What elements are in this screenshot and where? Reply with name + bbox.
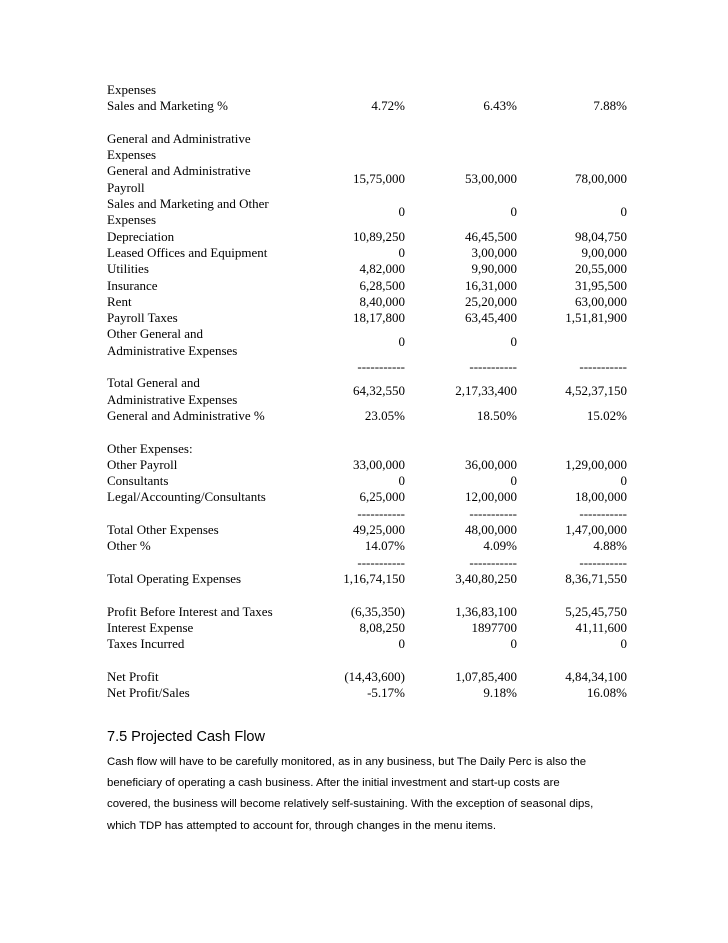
value-cell-year-1: 0 bbox=[398, 473, 405, 489]
row-label: Depreciation bbox=[107, 228, 175, 244]
value-cell-year-3: 4,84,34,100 bbox=[565, 668, 627, 684]
value-cell-year-1: 10,89,250 bbox=[353, 228, 405, 244]
row-label-continued: Payroll bbox=[107, 179, 145, 195]
value-cell-year-2: 0 bbox=[510, 636, 517, 652]
value-cell-year-2: 53,00,000 bbox=[465, 171, 517, 187]
table-row bbox=[107, 98, 627, 114]
row-label: Consultants bbox=[107, 473, 169, 489]
value-cell-year-2: 1,36,83,100 bbox=[455, 603, 517, 619]
row-label: General and Administrative bbox=[107, 130, 251, 146]
value-cell-year-3: 16.08% bbox=[586, 684, 627, 700]
value-cell-year-2: 4.09% bbox=[483, 538, 517, 554]
value-cell-year-3: 1,47,00,000 bbox=[565, 522, 627, 538]
table-row bbox=[107, 522, 627, 538]
value-cell-year-1: 4.72% bbox=[371, 98, 405, 114]
row-spacer bbox=[107, 652, 627, 668]
value-cell-year-3: 1,51,81,900 bbox=[565, 310, 627, 326]
value-cell-year-1: 15,75,000 bbox=[353, 171, 405, 187]
row-label: Legal/Accounting/Consultants bbox=[107, 489, 266, 505]
value-cell-year-1: 6,25,000 bbox=[359, 489, 405, 505]
table-row bbox=[107, 636, 627, 652]
value-cell-year-2: 6.43% bbox=[483, 98, 517, 114]
value-cell-year-3: 0 bbox=[620, 204, 627, 220]
value-cell-year-1: -5.17% bbox=[367, 684, 405, 700]
value-cell-year-1: 0 bbox=[398, 636, 405, 652]
row-spacer bbox=[107, 424, 627, 440]
value-cell-year-1: 33,00,000 bbox=[353, 456, 405, 472]
row-label: Sales and Marketing % bbox=[107, 98, 228, 114]
section-heading: 7.5 Projected Cash Flow bbox=[107, 729, 265, 745]
value-cell-year-3: ----------- bbox=[579, 505, 627, 521]
row-label: Interest Expense bbox=[107, 619, 194, 635]
value-cell-year-1: 49,25,000 bbox=[353, 522, 405, 538]
value-cell-year-1: 18,17,800 bbox=[353, 310, 405, 326]
value-cell-year-3: 5,25,45,750 bbox=[565, 603, 627, 619]
row-label: Insurance bbox=[107, 277, 158, 293]
value-cell-year-2: 1,07,85,400 bbox=[455, 668, 517, 684]
row-label: Other Payroll bbox=[107, 456, 178, 472]
value-cell-year-3: 0 bbox=[620, 473, 627, 489]
value-cell-year-1: ----------- bbox=[357, 505, 405, 521]
value-cell-year-1: 8,08,250 bbox=[359, 619, 405, 635]
row-label: Other % bbox=[107, 538, 151, 554]
table-row bbox=[107, 261, 627, 277]
row-label: Leased Offices and Equipment bbox=[107, 244, 268, 260]
value-cell-year-3: 0 bbox=[620, 636, 627, 652]
value-cell-year-2: ----------- bbox=[469, 359, 517, 375]
value-cell-year-1: 4,82,000 bbox=[359, 261, 405, 277]
table-row bbox=[107, 457, 627, 473]
value-cell-year-2: 36,00,000 bbox=[465, 456, 517, 472]
table-row bbox=[107, 685, 627, 701]
value-cell-year-2: 9.18% bbox=[483, 684, 517, 700]
row-label: General and Administrative % bbox=[107, 407, 265, 423]
value-cell-year-1: (6,35,350) bbox=[350, 603, 405, 619]
table-row bbox=[107, 229, 627, 245]
value-cell-year-3: 4.88% bbox=[593, 538, 627, 554]
value-cell-year-2: 63,45,400 bbox=[465, 310, 517, 326]
value-cell-year-1: 1,16,74,150 bbox=[343, 570, 405, 586]
value-cell-year-2: 2,17,33,400 bbox=[455, 383, 517, 399]
value-cell-year-3: 20,55,000 bbox=[575, 261, 627, 277]
row-label: Taxes Incurred bbox=[107, 636, 185, 652]
table-row bbox=[107, 82, 627, 98]
table-row bbox=[107, 441, 627, 457]
value-cell-year-2: 16,31,000 bbox=[465, 277, 517, 293]
value-cell-year-1: 14.07% bbox=[364, 538, 405, 554]
value-cell-year-2: 3,00,000 bbox=[471, 244, 517, 260]
value-cell-year-2: 9,90,000 bbox=[471, 261, 517, 277]
value-cell-year-1: 64,32,550 bbox=[353, 383, 405, 399]
table-row bbox=[107, 506, 627, 522]
row-label: Rent bbox=[107, 293, 132, 309]
value-cell-year-3: 31,95,500 bbox=[575, 277, 627, 293]
table-row bbox=[107, 326, 627, 359]
value-cell-year-1: 23.05% bbox=[364, 407, 405, 423]
row-label: Profit Before Interest and Taxes bbox=[107, 603, 273, 619]
table-row bbox=[107, 571, 627, 587]
row-label: Sales and Marketing and Other bbox=[107, 196, 269, 212]
value-cell-year-1: 0 bbox=[398, 244, 405, 260]
row-label: Expenses bbox=[107, 147, 157, 163]
paragraph-line: covered, the business will become relatively self-sustaining. With the exception of seasonal dips, bbox=[107, 798, 594, 811]
value-cell-year-1: ----------- bbox=[357, 554, 405, 570]
table-row bbox=[107, 196, 627, 229]
value-cell-year-2: 0 bbox=[510, 473, 517, 489]
table-row bbox=[107, 489, 627, 505]
row-label-continued: Expenses bbox=[107, 212, 157, 228]
table-row bbox=[107, 359, 627, 375]
table-row bbox=[107, 375, 627, 408]
row-label: Utilities bbox=[107, 261, 149, 277]
row-label-continued: Administrative Expenses bbox=[107, 342, 238, 358]
value-cell-year-2: ----------- bbox=[469, 505, 517, 521]
row-label: Other Expenses: bbox=[107, 440, 193, 456]
table-row bbox=[107, 538, 627, 554]
row-label-continued: Administrative Expenses bbox=[107, 391, 238, 407]
row-spacer bbox=[107, 115, 627, 131]
row-label: Payroll Taxes bbox=[107, 310, 178, 326]
row-label: Total Operating Expenses bbox=[107, 570, 242, 586]
value-cell-year-3: 78,00,000 bbox=[575, 171, 627, 187]
value-cell-year-3: 41,11,600 bbox=[575, 619, 627, 635]
row-label: Other General and bbox=[107, 326, 204, 342]
value-cell-year-3: 9,00,000 bbox=[581, 244, 627, 260]
value-cell-year-3: 18,00,000 bbox=[575, 489, 627, 505]
value-cell-year-3: ----------- bbox=[579, 359, 627, 375]
row-label: Expenses bbox=[107, 82, 157, 97]
cash-flow-section bbox=[107, 729, 627, 837]
table-row bbox=[107, 245, 627, 261]
value-cell-year-2: 18.50% bbox=[476, 407, 517, 423]
value-cell-year-3: 8,36,71,550 bbox=[565, 570, 627, 586]
value-cell-year-2: 12,00,000 bbox=[465, 489, 517, 505]
value-cell-year-3: 63,00,000 bbox=[575, 293, 627, 309]
table-row bbox=[107, 473, 627, 489]
value-cell-year-2: 0 bbox=[510, 204, 517, 220]
table-row bbox=[107, 163, 627, 196]
value-cell-year-1: 6,28,500 bbox=[359, 277, 405, 293]
value-cell-year-2: 0 bbox=[510, 334, 517, 350]
paragraph-line: which TDP has attempted to account for, through changes in the menu items. bbox=[107, 819, 496, 832]
value-cell-year-3: 4,52,37,150 bbox=[565, 383, 627, 399]
value-cell-year-2: ----------- bbox=[469, 554, 517, 570]
value-cell-year-2: 46,45,500 bbox=[465, 228, 517, 244]
value-cell-year-1: ----------- bbox=[357, 359, 405, 375]
row-spacer bbox=[107, 587, 627, 603]
table-row bbox=[107, 310, 627, 326]
table-row bbox=[107, 669, 627, 685]
value-cell-year-3: 1,29,00,000 bbox=[565, 456, 627, 472]
table-row bbox=[107, 131, 627, 147]
value-cell-year-3: 7.88% bbox=[593, 98, 627, 114]
row-label: Net Profit bbox=[107, 668, 159, 684]
value-cell-year-1: 0 bbox=[398, 204, 405, 220]
table-row bbox=[107, 147, 627, 163]
paragraph-line: beneficiary of operating a cash business. After the initial investment and start-up costs are bbox=[107, 777, 560, 790]
value-cell-year-2: 48,00,000 bbox=[465, 522, 517, 538]
value-cell-year-1: 8,40,000 bbox=[359, 293, 405, 309]
table-row bbox=[107, 604, 627, 620]
row-label: General and Administrative bbox=[107, 163, 251, 179]
value-cell-year-3: ----------- bbox=[579, 554, 627, 570]
table-row bbox=[107, 620, 627, 636]
row-label: Total General and bbox=[107, 375, 200, 391]
value-cell-year-2: 25,20,000 bbox=[465, 293, 517, 309]
financial-table bbox=[107, 82, 627, 701]
value-cell-year-3: 98,04,750 bbox=[575, 228, 627, 244]
row-label: Net Profit/Sales bbox=[107, 684, 190, 700]
value-cell-year-3: 15.02% bbox=[586, 407, 627, 423]
table-row bbox=[107, 555, 627, 571]
section-paragraph bbox=[107, 752, 627, 837]
value-cell-year-1: 0 bbox=[398, 334, 405, 350]
value-cell-year-2: 3,40,80,250 bbox=[455, 570, 517, 586]
table-row bbox=[107, 408, 627, 424]
table-row bbox=[107, 294, 627, 310]
paragraph-line: Cash flow will have to be carefully monitored, as in any business, but The Daily Perc is also the bbox=[107, 756, 587, 768]
row-label: Total Other Expenses bbox=[107, 522, 219, 538]
value-cell-year-2: 1897700 bbox=[471, 619, 517, 635]
value-cell-year-1: (14,43,600) bbox=[344, 668, 405, 684]
table-row bbox=[107, 278, 627, 294]
